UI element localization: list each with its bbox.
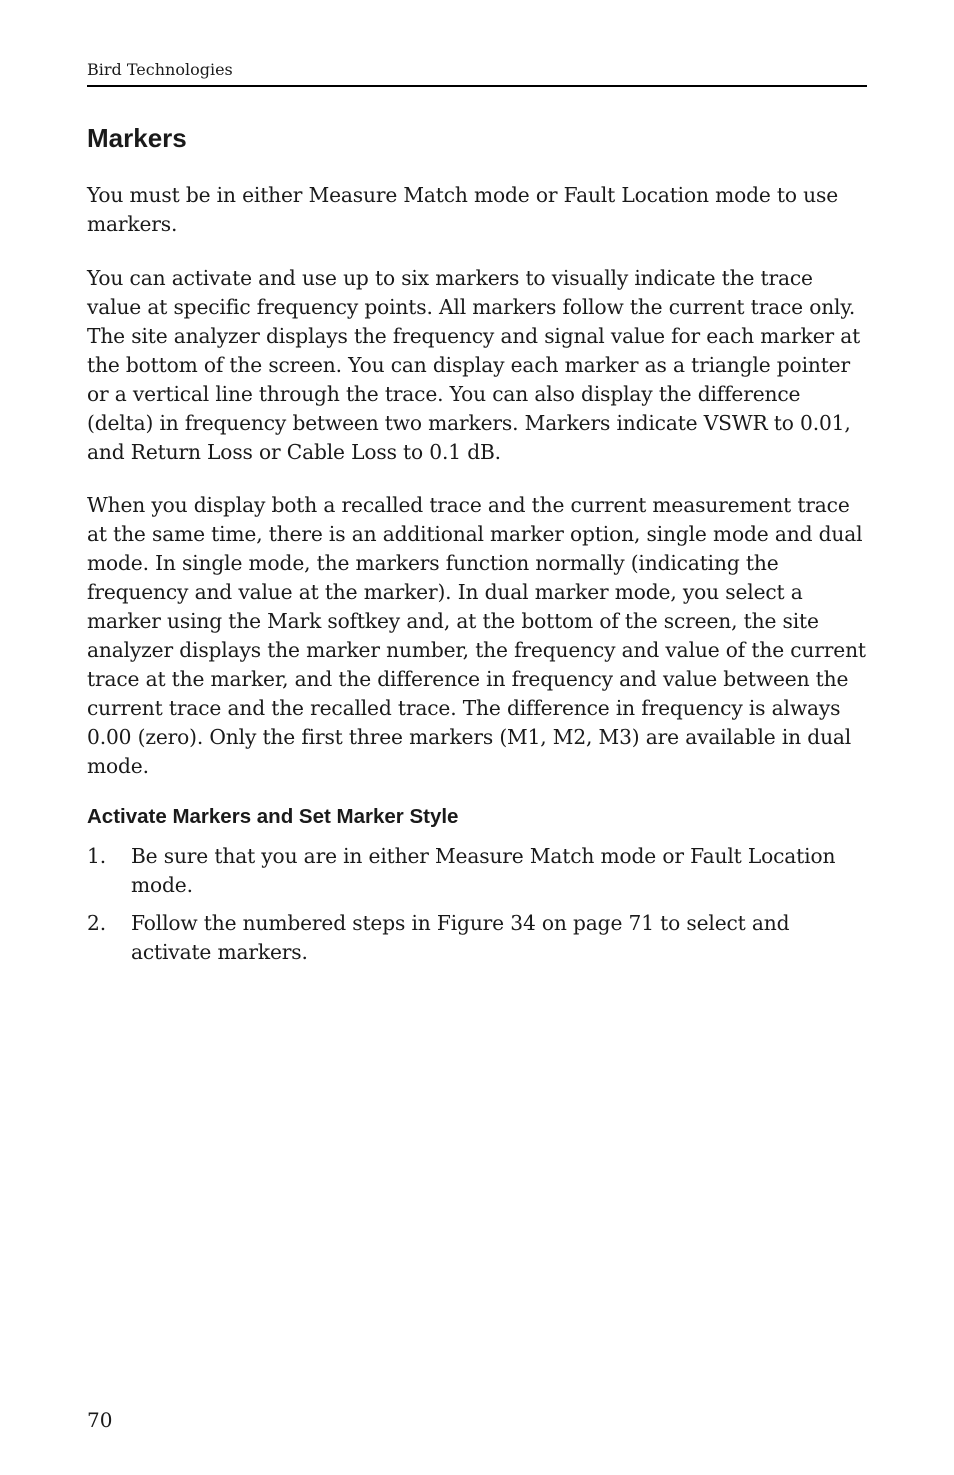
subsection-title: Activate Markers and Set Marker Style <box>87 805 459 828</box>
step-number: 1. <box>87 844 106 868</box>
step-text: Be sure that you are in either Measure Match mode or Fault Location mode. <box>131 844 836 897</box>
body-paragraph: You must be in either Measure Match mode or Fault Location mode to use markers. <box>87 183 839 236</box>
list-item <box>87 842 867 900</box>
step-text: Follow the numbered steps in Figure 34 on page 71 to select and activate markers. <box>131 911 790 964</box>
page-number: 70 <box>87 1408 113 1432</box>
body-paragraph: You can activate and use up to six markers to visually indicate the trace value at specific frequency points. All markers follow the current trace only. The site analyzer displays the frequency and signal value for each marker at the bottom of the screen. You can display each marker as a triangle pointer or a vertical line through the trace. You can also display the difference (delta) in frequency between two markers. Markers indicate VSWR to 0.01, and Return Loss or Cable Loss to 0.1 dB. <box>87 266 861 464</box>
running-header <box>87 60 867 87</box>
document-page <box>87 0 867 1475</box>
step-number: 2. <box>87 911 106 935</box>
steps-list <box>87 842 867 976</box>
running-title: Bird Technologies <box>87 60 233 79</box>
section-title: Markers <box>87 123 187 153</box>
list-item <box>87 909 867 967</box>
body-paragraph: When you display both a recalled trace and the current measurement trace at the same time, there is an additional marker option, single mode and dual mode. In single mode, the markers function normally (indicating the frequency and value at the marker). In dual marker mode, you select a marker using the Mark softkey and, at the bottom of the screen, the site analyzer displays the marker number, the frequency and value of the current trace at the marker, and the difference in frequency and value between the current trace and the recalled trace. The difference in frequency is always 0.00 (zero). Only the first three markers (M1, M2, M3) are available in dual mode. <box>87 493 866 778</box>
